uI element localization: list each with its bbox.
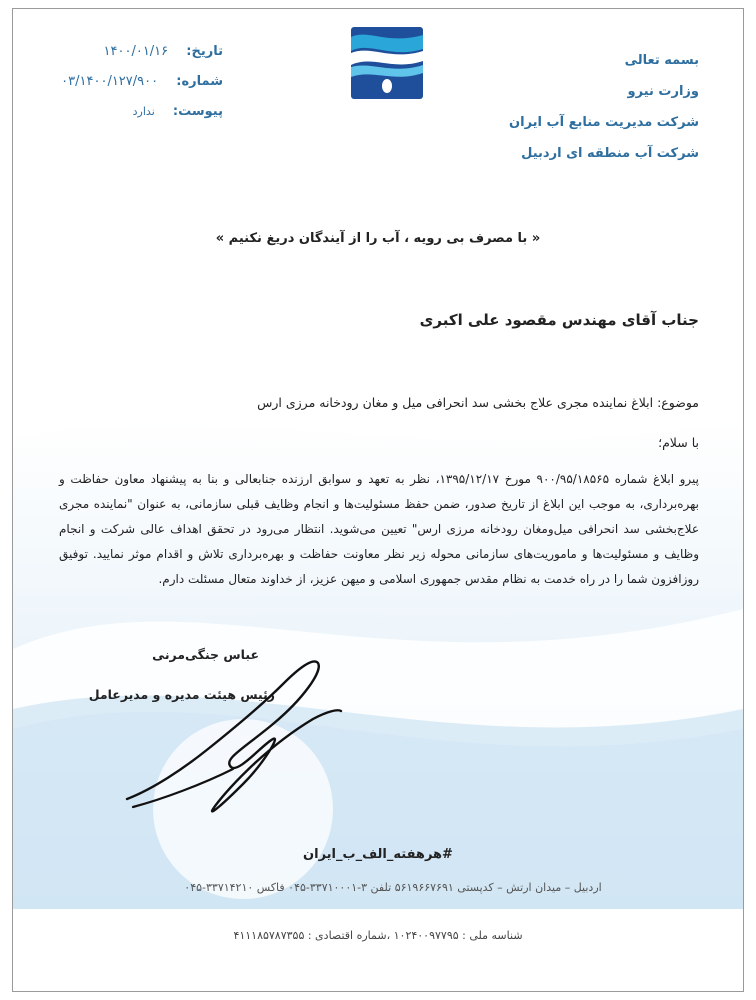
number-value: ۰۳/۱۴۰۰/۱۲۷/۹۰۰ xyxy=(61,74,159,89)
attachment-label: پیوست: xyxy=(172,104,223,119)
subject-line: موضوع: ابلاغ نماینده مجری علاج بخشی سد انحرافی میل و مغان رودخانه مرزی ارس xyxy=(257,395,699,410)
recipient: جناب آقای مهندس مقصود علی اکبری xyxy=(419,311,699,329)
letter-meta xyxy=(43,37,223,127)
number-row xyxy=(43,67,223,97)
ministry-name: وزارت نیرو xyxy=(627,84,699,99)
company-name: شرکت مدیریت منابع آب ایران xyxy=(509,115,699,130)
signer-name: عباس جنگی‌مرنی xyxy=(152,647,259,662)
greeting: با سلام؛ xyxy=(658,435,699,450)
regional-company-name: شرکت آب منطقه ای اردبیل xyxy=(521,146,699,161)
letterhead-organization xyxy=(459,45,699,169)
date-row xyxy=(43,37,223,67)
attachment-value: ندارد xyxy=(132,105,155,118)
footer-ids: شناسه ملی : ۱۰۲۴۰۰۹۷۷۹۵ ،شماره اقتصادی : ۴۱۱۱۸۵۷۸۷۳۵۵ xyxy=(233,929,523,942)
water-company-logo xyxy=(351,27,423,99)
letter-page xyxy=(12,8,744,992)
number-label: شماره: xyxy=(176,74,223,89)
attachment-row xyxy=(43,97,223,127)
signer-title: رئیس هیئت مدیره و مدیرعامل xyxy=(88,687,275,702)
body-paragraph: پیرو ابلاغ شماره ۹۰۰/۹۵/۱۸۵۶۵ مورخ ۱۳۹۵/۱۲/۱۷، نظر به تعهد و سوابق ارزنده جنابعالی و بنا به پیشنهاد معاون حفاظت و بهره‌برداری، به موجب این ابلاغ از تاریخ صدور، ضمن حفظ مسئولیت‌ها و انجام وظایف قبلی سازمانی، به عنوان "نماینده مجری علاج‌بخشی سد انحرافی میل‌ومغان رودخانه مرزی ارس" تعیین می‌شوید. انتظار می‌رود در تحقق اهداف عالی شرکت و انجام وظایف و مسئولیت‌ها و ماموریت‌های سازمانی محوله زیر نظر معاونت حفاظت و بهره‌برداری تلاش و اقدام موثر نمایید. توفیق روزافزون شما را در راه خدمت به نظام مقدس جمهوری اسلامی و میهن عزیز، از خداوند متعال مسئلت دارم. xyxy=(59,472,700,586)
footer-address: اردبیل – میدان ارتش – کدپستی ۵۶۱۹۶۶۷۶۹۱ تلفن ۳-۳۳۷۱۰۰۰۱-۰۴۵ فاکس ۳۳۷۱۴۲۱۰-۰۴۵ xyxy=(184,881,602,894)
letter-body xyxy=(59,467,699,592)
bismillah-text: بسمه تعالی xyxy=(624,53,699,68)
hashtag: #هرهفته_الف_ب_ایران xyxy=(303,847,453,862)
date-label: تاریخ: xyxy=(186,44,223,59)
slogan: « با مصرف بی رویه ، آب را از آیندگان دریغ نکنیم » xyxy=(215,231,541,246)
date-value: ۱۴۰۰/۰۱/۱۶ xyxy=(103,44,169,59)
handwritten-signature xyxy=(113,649,343,819)
